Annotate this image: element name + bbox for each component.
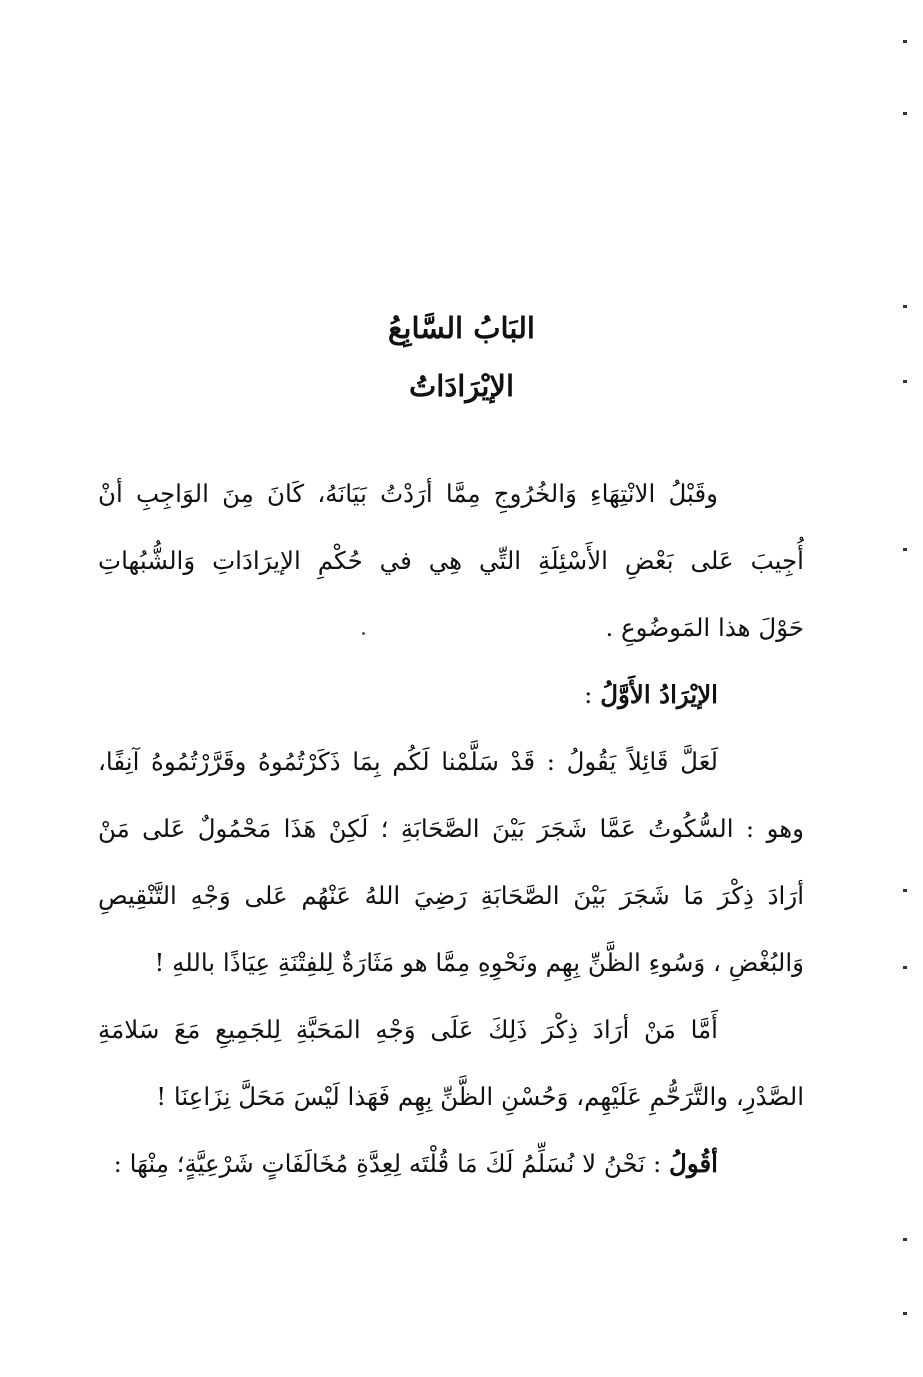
scan-mark [903, 112, 907, 115]
scan-mark [903, 1312, 907, 1315]
scan-mark [903, 1238, 907, 1241]
first-objection-heading-line [98, 661, 804, 728]
first-objection-heading: الإيْرَادُ الأَوَّلُ [600, 680, 718, 709]
scan-speck [362, 632, 365, 635]
first-objection-colon: : [584, 680, 601, 709]
body-text [98, 460, 804, 1197]
paragraph-1-line-1: وقَبْلُ الانْتِهَاءِ وَالخُرُوجِ مِمَّا أرَدْتُ بَيَانَهُ، كَانَ مِنَ الوَاجِبِ أنْ [98, 479, 718, 508]
reply-text: : نَحْنُ لا نُسَلِّمُ لَكَ مَا قُلْتَه لِعِدَّةِ مُخَالَفَاتٍ شَرْعِيَّةٍ؛ مِنْهَا : [113, 1149, 670, 1178]
paragraph-1-line-2: أُجِيبَ عَلى بَعْضِ الأَسْئِلَةِ التِّي هِي في حُكْمِ الإيرَادَاتِ وَالشُّبُهاتِ [98, 546, 804, 575]
paragraph-2-line-1: لَعَلَّ قَائِلاً يَقُولُ : قَدْ سَلَّمْنا لَكُم بِمَا ذَكَرْتُمُوهُ وقَرَّرْتُمُوهُ آنِفًا، [98, 747, 718, 776]
reply-label: أقُولُ [669, 1149, 718, 1178]
scan-mark [903, 889, 907, 892]
scan-mark [903, 40, 907, 43]
reply-line [98, 1130, 804, 1197]
scan-mark [903, 966, 907, 969]
scan-mark [903, 380, 907, 383]
paragraph-3-line-1: أَمَّا مَنْ أرَادَ ذِكْرَ ذَلِكَ عَلَى وَجْهِ المَحَبَّةِ لِلجَمِيعِ مَعَ سَلامَةِ [98, 1015, 718, 1044]
scan-mark [903, 305, 907, 308]
paragraph-2-line-3: أرَادَ ذِكْرَ مَا شَجَرَ بَيْنَ الصَّحَابَةِ رَضِيَ اللهُ عَنْهُم عَلى وَجْهِ التَّنْقِيصِ [98, 881, 804, 910]
paragraph-2-line-2: وهو : السُّكُوتُ عَمَّا شَجَرَ بَيْنَ الصَّحَابَةِ ؛ لَكِنْ هَذَا مَحْمُولٌ عَلى مَنْ [98, 814, 804, 843]
paragraph-3-line-2: الصَّدْرِ، والتَّرَحُّمِ عَلَيْهِم، وَحُسْنِ الظَّنِّ بِهِم فَهَذا لَيْسَ مَحَلَّ نِزَاعِنَا ! [156, 1082, 804, 1111]
chapter-title: البَابُ السَّابِعُ [388, 311, 535, 345]
chapter-subtitle: الإيْرَادَاتُ [409, 369, 514, 403]
paragraph-1-line-3: حَوْلَ هذا المَوضُوعِ . [605, 613, 804, 642]
paragraph-2-line-4: وَالبُغْضِ ، وَسُوءِ الظَّنِّ بِهِم ونَحْوِهِ مِمَّا هو مَثَارَةٌ لِلفِتْنَةِ عِيَاذًا باللهِ ! [154, 948, 804, 977]
scan-mark [903, 548, 907, 551]
